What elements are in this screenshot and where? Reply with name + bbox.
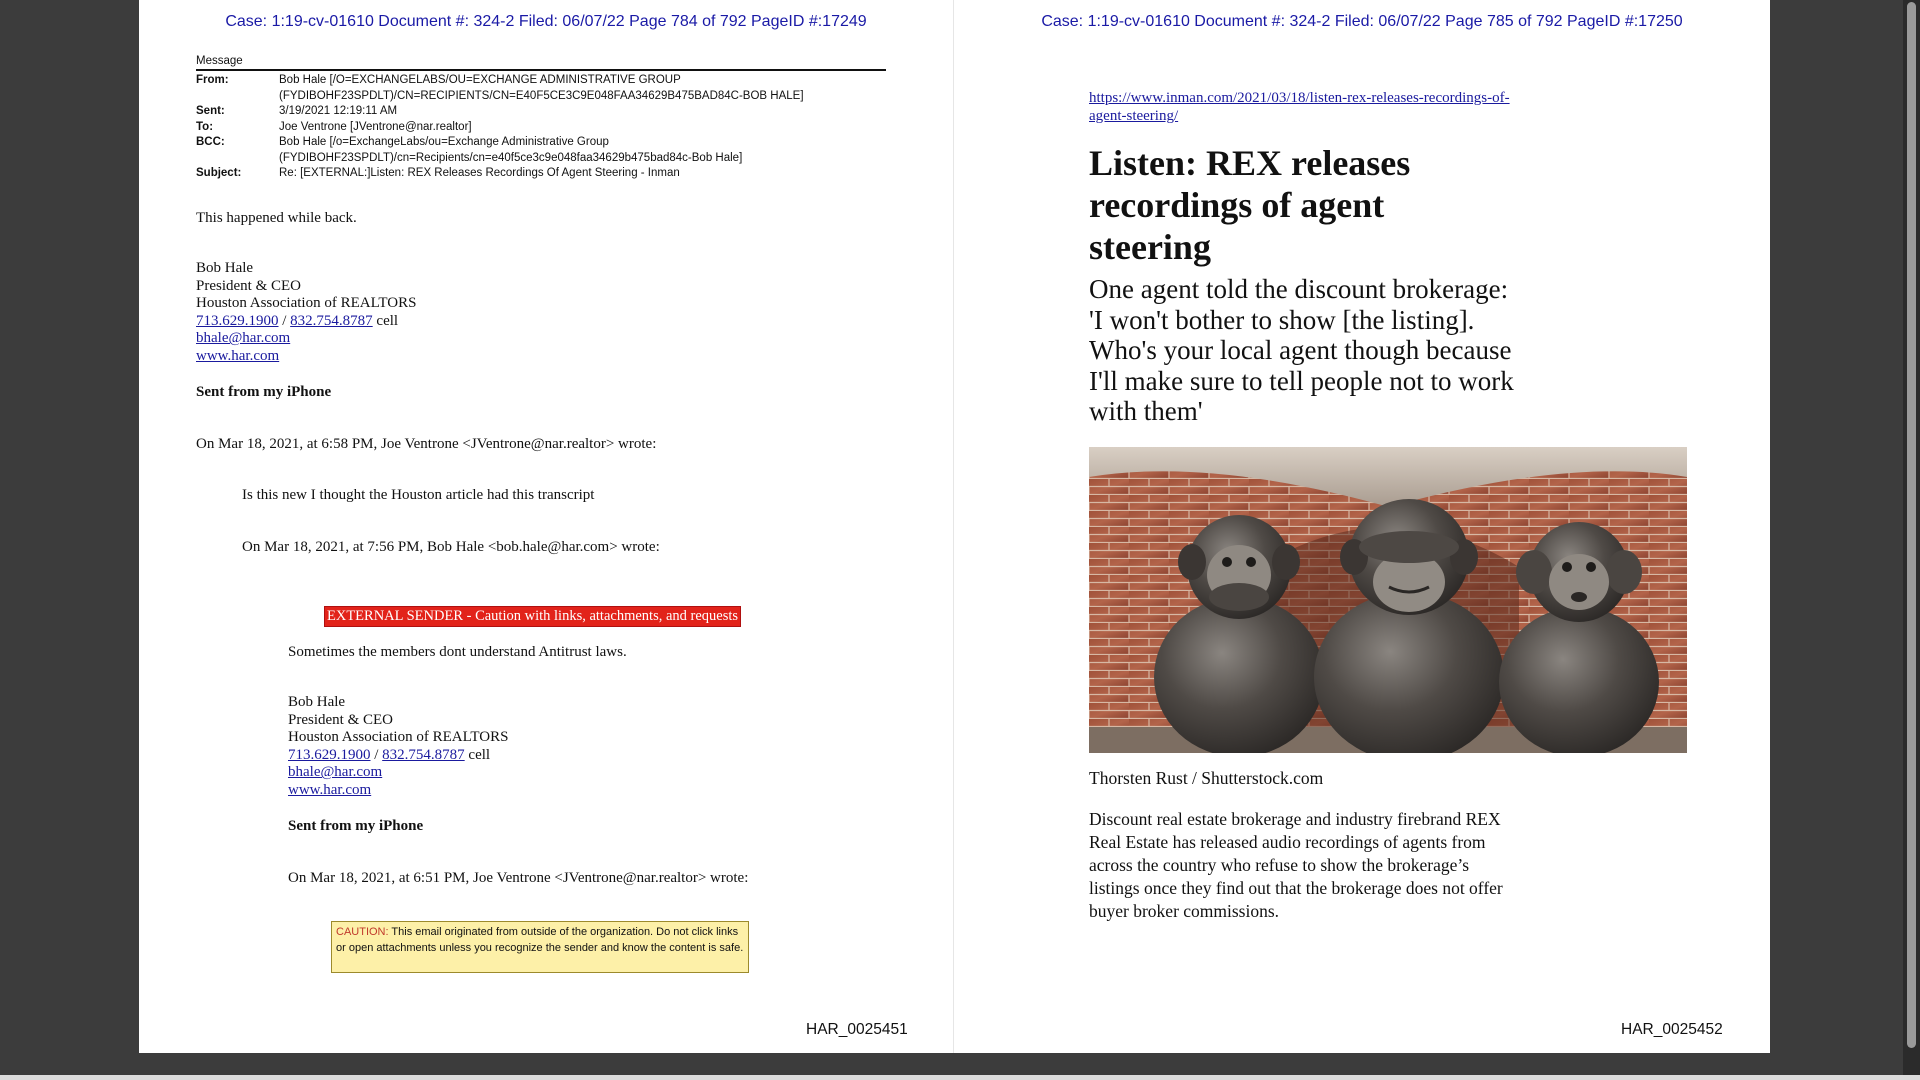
caution-word: CAUTION: [336,926,389,938]
sig-title: President & CEO [196,277,301,294]
sent-from-iphone: Sent from my iPhone [288,818,424,834]
quote-header: On Mar 18, 2021, at 6:51 PM, Joe Ventrone <JVentrone@nar.realtor> wrote: [288,870,749,886]
website-link[interactable]: www.har.com [288,781,372,798]
bottom-edge [0,1075,1920,1080]
header-bcc: BCC: Bob Hale [/o=ExchangeLabs/ou=Exchange Administrative Group (FYDIBOHF23SPDLT)/cn=Recipients/cn=e40f5ce3c9e048faa34629b475bad84c-Bob Hale] [196,136,743,164]
article-body: Discount real estate brokerage and industry firebrand REX Real Estate has released audio recordings of agents from across the country who refuse to show the brokerage’s listings once they find out that the brokerage does not offer buyer broker commissions. [1089,809,1503,921]
phone-link[interactable]: 713.629.1900 [288,746,371,763]
email-link[interactable]: bhale@har.com [288,764,383,781]
email-header-block [196,55,886,182]
bates-number: HAR_0025451 [806,1021,908,1038]
photo-credit: Thorsten Rust / Shutterstock.com [1089,768,1324,788]
sent-from-iphone: Sent from my iPhone [196,384,332,400]
header-sent: Sent: 3/19/2021 12:19:11 AM [196,105,398,117]
sig-name: Bob Hale [288,694,346,710]
header-subject: Subject: Re: [EXTERNAL:]Listen: REX Releases Recordings Of Agent Steering - Inman [196,167,680,179]
sig-phones: 713.629.1900 / 832.754.8787 cell [288,746,491,763]
sig-org: Houston Association of REALTORS [196,295,417,312]
quote-body: Sometimes the members dont understand Antitrust laws. [288,644,627,660]
article-url-link[interactable]: https://www.inman.com/2021/03/18/listen-rex-releases-recordings-of-agent-steering/ [1089,90,1510,124]
sig-name: Bob Hale [196,260,254,276]
cell-phone-link[interactable]: 832.754.8787 [290,312,373,329]
message-label: Message [196,55,243,67]
external-sender-banner: EXTERNAL SENDER - Caution with links, attachments, and requests [324,606,741,627]
caution-notice [331,921,749,973]
email-link[interactable]: bhale@har.com [196,330,291,347]
signature-block [288,694,508,800]
header-rule [196,69,886,71]
case-header: Case: 1:19-cv-01610 Document #: 324-2 Filed: 06/07/22 Page 785 of 792 PageID #:17250 [1041,13,1683,30]
quote-body: Is this new I thought the Houston article had this transcript [242,487,595,503]
bates-number: HAR_0025452 [1621,1021,1723,1038]
case-header: Case: 1:19-cv-01610 Document #: 324-2 Filed: 06/07/22 Page 784 of 792 PageID #:17249 [225,13,867,30]
three-monkeys-statue-photo [1089,447,1687,753]
phone-link[interactable]: 713.629.1900 [196,312,279,329]
vertical-scrollbar[interactable] [1903,0,1920,1080]
body-line: This happened while back. [196,210,357,226]
sig-phones: 713.629.1900 / 832.754.8787 cell [196,312,399,329]
page-785 [953,0,1770,1053]
scrollbar-thumb[interactable] [1907,2,1916,1048]
page-784 [139,0,953,1053]
header-to: To: Joe Ventrone [JVentrone@nar.realtor] [196,120,472,133]
article-subtitle: One agent told the discount brokerage: 'I won't bother to show [the listing]. Who's your local agent though because I'll make sure to tell people not to work with them' [1089,274,1514,427]
sig-title: President & CEO [288,711,393,728]
caution-text: This email originated from outside of the organization. Do not click links or open attachments unless you recognize the sender and know the content is safe. [336,926,744,954]
header-from: From: Bob Hale [/O=EXCHANGELABS/OU=EXCHANGE ADMINISTRATIVE GROUP (FYDIBOHF23SPDLT)/CN=RECIPIENTS/CN=E40F5CE3C9E048FAA34629B475BAD84C-BOB HALE] [196,74,804,102]
quote-header: On Mar 18, 2021, at 7:56 PM, Bob Hale <bob.hale@har.com> wrote: [242,539,660,555]
cell-phone-link[interactable]: 832.754.8787 [382,746,465,763]
quote-header: On Mar 18, 2021, at 6:58 PM, Joe Ventrone <JVentrone@nar.realtor> wrote: [196,436,657,452]
website-link[interactable]: www.har.com [196,347,280,364]
sig-org: Houston Association of REALTORS [288,729,509,746]
article-title: Listen: REX releases recordings of agent steering [1089,143,1411,267]
signature-block [196,260,416,366]
page-spread [139,0,1769,1053]
